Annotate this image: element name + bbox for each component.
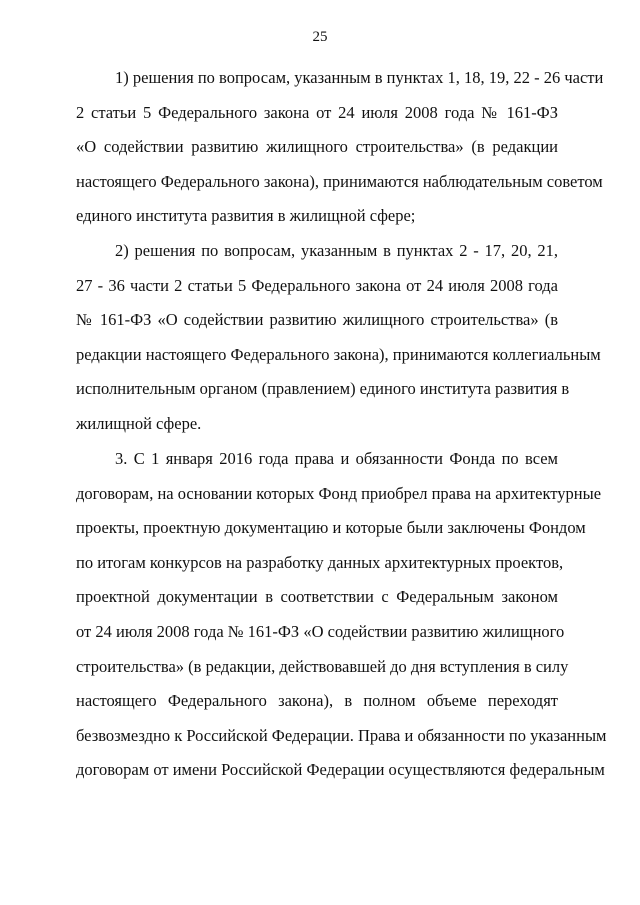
text-line: строительства» (в редакции, действовавшей до дня вступления в силу xyxy=(76,656,569,676)
text-line: единого института развития в жилищной сфере; xyxy=(76,206,416,226)
text-line: 27 - 36 части 2 статьи 5 Федерального закона от 24 июля 2008 года xyxy=(76,275,558,295)
paragraph-2 xyxy=(76,234,601,442)
text-line: жилищной сфере. xyxy=(76,413,202,433)
text-line: «О содействии развитию жилищного строительства» (в редакции xyxy=(76,137,558,157)
text-line: от 24 июля 2008 года № 161-ФЗ «О содействии развитию жилищного xyxy=(76,621,565,641)
text-line: договорам, на основании которых Фонд приобрел права на архитектурные xyxy=(76,483,602,503)
text-line: 2) решения по вопросам, указанным в пунктах 2 - 17, 20, 21, xyxy=(115,241,558,260)
text-line: редакции настоящего Федерального закона), принимаются коллегиальным xyxy=(76,344,601,364)
text-line: 3. С 1 января 2016 года права и обязанности Фонда по всем xyxy=(115,449,558,468)
paragraph-3 xyxy=(76,442,607,788)
page-number: 25 xyxy=(312,29,328,45)
text-line: безвозмездно к Российской Федерации. Права и обязанности по указанным xyxy=(76,725,607,745)
text-line: № 161-ФЗ «О содействии развитию жилищного строительства» (в xyxy=(76,310,558,330)
text-line: настоящего Федерального закона), принимаются наблюдательным советом xyxy=(76,171,603,191)
text-line: проектной документации в соответствии с Федеральным законом xyxy=(76,587,558,607)
text-line: 1) решения по вопросам, указанным в пунктах 1, 18, 19, 22 - 26 части xyxy=(115,68,604,87)
text-line: исполнительным органом (правлением) единого института развития в xyxy=(76,379,570,399)
text-line: по итогам конкурсов на разработку данных архитектурных проектов, xyxy=(76,552,564,572)
text-line: настоящего Федерального закона), в полном объеме переходят xyxy=(76,691,558,711)
paragraph-1 xyxy=(76,61,604,234)
text-line: 2 статьи 5 Федерального закона от 24 июля 2008 года № 161-ФЗ xyxy=(76,102,558,122)
text-line: проекты, проектную документацию и которые были заключены Фондом xyxy=(76,518,586,538)
text-line: договорам от имени Российской Федерации осуществляются федеральным xyxy=(76,760,605,780)
